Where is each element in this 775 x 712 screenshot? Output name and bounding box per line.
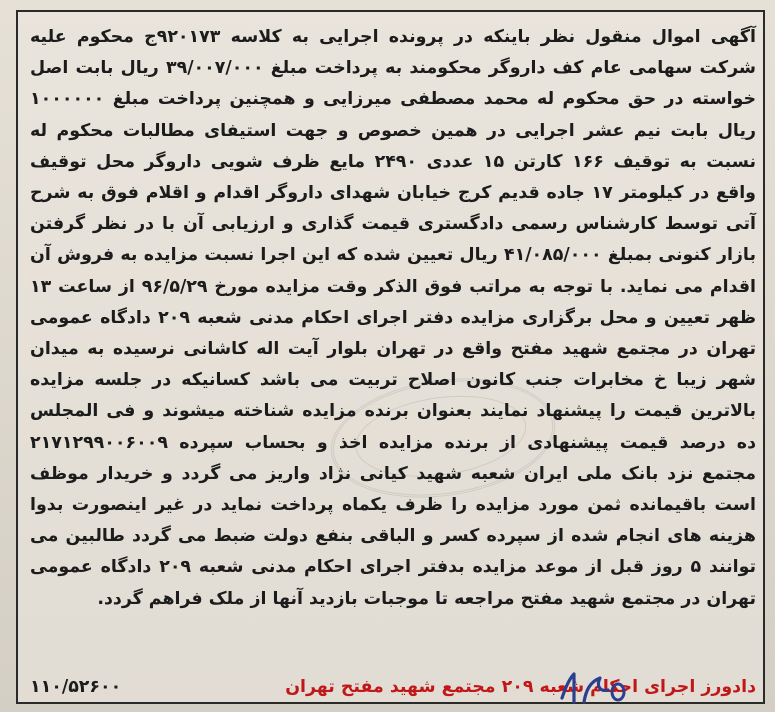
- notice-body: آگهی اموال منقول نظر باینکه در پرونده اجرایی به کلاسه ۹۲۰۱۷۳ج محکوم علیه شرکت سهامی عام کف داروگر محکومند به پرداخت مبلغ ۳۹/۰۰۷/۰۰۰ ریال بابت اصل خواسته در حق محکوم له محمد مصطفی میرزایی و همچنین پرداخت مبلغ ۱۰۰۰۰۰۰ ریال بابت نیم عشر اجرایی در همین خصوص و جهت استیفای مطالبات محکوم له نسبت به توقیف ۱۶۶ کارتن ۱۵ عددی ۲۴۹۰ مایع ظرف شویی داروگر محل توقیف واقع در کیلومتر ۱۷ جاده قدیم کرج خیابان شهدای داروگر اقدام و اقلام فوق به شرح آتی توسط کارشناس رسمی دادگستری قیمت گذاری و ارزیابی آن با در نظر گرفتن بازار کنونی بمبلغ ۴۱/۰۸۵/۰۰۰ ریال تعیین شده که این اجرا نسبت مزایده به فروش آن اقدام می نماید. با توجه به مراتب فوق الذکر وقت مزایده مورخ ۹۶/۵/۲۹ از ساعت ۱۳ ظهر تعیین و محل برگزاری مزایده دفتر اجرای احکام مدنی شعبه ۲۰۹ دادگاه عمومی تهران در مجتمع شهید مفتح واقع در تهران بلوار آیت اله کاشانی نرسیده به میدان شهر زیبا خ مخابرات جنب کانون اصلاح تربیت می باشد کسانیکه در جلسه مزایده بالاترین قیمت را پیشنهاد نمایند بعنوان برنده مزایده شناخته میشوند و فی المجلس ده درصد قیمت پیشنهادی از برنده مزایده اخذ و بحساب سپرده ۲۱۷۱۲۹۹۰۰۶۰۰۹ مجتمع نزد بانک ملی ایران شعبه شهید کیانی نژاد واریز می گردد و خریدار موظف است باقیمانده ثمن مورد مزایده را ظرف یکماه پرداخت نماید در غیر اینصورت بدوا هزینه های انجام شده از سپرده کسر و الباقی بنفع دولت ضبط می گردد طالبین می توانند ۵ روز قبل از موعد مزایده بدفتر اجرای احکام مدنی شعبه ۲۰۹ دادگاه عمومی تهران در مجتمع شهید مفتح مراجعه تا موجبات بازدید آنها از ملک فراهم گردد.: [30, 27, 757, 609]
- notice-code: ۱۱۰/۵۲۶۰۰: [30, 677, 122, 697]
- handwritten-number: [556, 668, 628, 710]
- signature-line: دادورز اجرای احکام شعبه ۲۰۹ مجتمع شهید مفتح تهران: [285, 677, 756, 697]
- notice-footer: [30, 672, 756, 702]
